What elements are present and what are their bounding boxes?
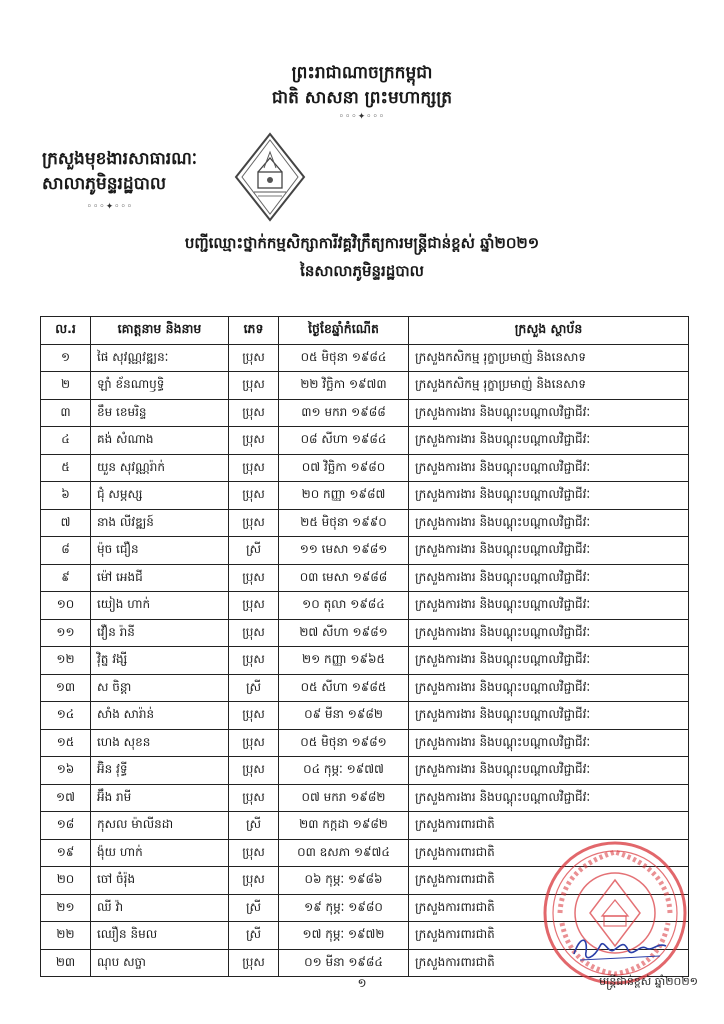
trainee-birthdate: ២៧ សីហា ១៩៨១ xyxy=(279,619,409,647)
trainee-name: ចៅ ចំរ៉ុង xyxy=(91,867,229,895)
table-row xyxy=(41,454,689,482)
table-row xyxy=(41,372,689,400)
trainee-name: វឿន រ៉ានី xyxy=(91,619,229,647)
trainee-birthdate: ២០ កញ្ញា ១៩៨៧ xyxy=(279,482,409,510)
trainee-name: ជុំ សម្ភស្ស xyxy=(91,482,229,510)
trainee-sex: ប្រុស xyxy=(229,564,279,592)
trainee-birthdate: ០៦ កុម្ភៈ ១៩៨៦ xyxy=(279,867,409,895)
row-number: ១៣ xyxy=(41,674,91,702)
row-number: ១៧ xyxy=(41,784,91,812)
trainee-ministry: ក្រសួងការពារជាតិ xyxy=(409,922,689,950)
row-number: ២ xyxy=(41,372,91,400)
trainee-name: ណុប សច្ចា xyxy=(91,949,229,977)
trainee-ministry: ក្រសួងការងារ និងបណ្តុះបណ្តាលវិជ្ជាជីវៈ xyxy=(409,784,689,812)
header-birthdate: ថ្ងៃខែឆ្នាំកំណើត xyxy=(279,317,409,345)
school-emblem-icon xyxy=(234,132,306,222)
trainee-ministry: ក្រសួងការពារជាតិ xyxy=(409,839,689,867)
trainee-birthdate: ១០ តុលា ១៩៨៤ xyxy=(279,592,409,620)
trainee-ministry: ក្រសួងការងារ និងបណ្តុះបណ្តាលវិជ្ជាជីវៈ xyxy=(409,647,689,675)
trainee-ministry: ក្រសួងការងារ និងបណ្តុះបណ្តាលវិជ្ជាជីវៈ xyxy=(409,482,689,510)
trainee-ministry: ក្រសួងការងារ និងបណ្តុះបណ្តាលវិជ្ជាជីវៈ xyxy=(409,454,689,482)
trainee-name: គង់ សំណាង xyxy=(91,427,229,455)
trainee-birthdate: ១៧ កុម្ភៈ ១៩៧២ xyxy=(279,922,409,950)
trainee-ministry: ក្រសួងការងារ និងបណ្តុះបណ្តាលវិជ្ជាជីវៈ xyxy=(409,537,689,565)
header-name: គោត្តនាម និងនាម xyxy=(91,317,229,345)
table-row xyxy=(41,509,689,537)
trainee-name: ឈឿន និមល xyxy=(91,922,229,950)
table-row xyxy=(41,592,689,620)
trainee-sex: ប្រុស xyxy=(229,619,279,647)
trainee-name: យួន សុវណ្ណរ៉ាក់ xyxy=(91,454,229,482)
ornament-divider: ◦◦◦✦◦◦◦ xyxy=(338,112,386,122)
document-subtitle: នៃសាលាភូមិន្ទរដ្ឋបាល xyxy=(300,262,424,280)
ornament-divider-left: ◦◦◦✦◦◦◦ xyxy=(86,202,134,212)
trainee-ministry: ក្រសួងការងារ និងបណ្តុះបណ្តាលវិជ្ជាជីវៈ xyxy=(409,399,689,427)
trainee-sex: ប្រុស xyxy=(229,454,279,482)
trainee-birthdate: ០៣ ឧសភា ១៩៧៤ xyxy=(279,839,409,867)
trainee-ministry: ក្រសួងការពារជាតិ xyxy=(409,867,689,895)
trainee-sex: ប្រុស xyxy=(229,344,279,372)
row-number: ១៥ xyxy=(41,729,91,757)
table-row xyxy=(41,674,689,702)
row-number: ៥ xyxy=(41,454,91,482)
trainee-birthdate: ០៣ មេសា ១៩៨៨ xyxy=(279,564,409,592)
trainee-birthdate: ០៤ កុម្ភៈ ១៩៧៧ xyxy=(279,757,409,785)
trainee-birthdate: ០៧ វិច្ឆិកា ១៩៨០ xyxy=(279,454,409,482)
trainee-ministry: ក្រសួងការងារ និងបណ្តុះបណ្តាលវិជ្ជាជីវៈ xyxy=(409,729,689,757)
trainee-sex: ស្រី xyxy=(229,674,279,702)
trainee-name: នាង លីវឌ្ឍន៍ xyxy=(91,509,229,537)
trainee-ministry: ក្រសួងការងារ និងបណ្តុះបណ្តាលវិជ្ជាជីវៈ xyxy=(409,674,689,702)
row-number: ១៨ xyxy=(41,812,91,840)
trainee-sex: ប្រុស xyxy=(229,399,279,427)
trainee-name: ហេង សុខន xyxy=(91,729,229,757)
trainee-sex: ប្រុស xyxy=(229,509,279,537)
trainee-sex: ប្រុស xyxy=(229,949,279,977)
trainee-sex: ប្រុស xyxy=(229,592,279,620)
table-row xyxy=(41,427,689,455)
trainee-ministry: ក្រសួងការងារ និងបណ្តុះបណ្តាលវិជ្ជាជីវៈ xyxy=(409,757,689,785)
trainee-ministry: ក្រសួងការងារ និងបណ្តុះបណ្តាលវិជ្ជាជីវៈ xyxy=(409,509,689,537)
row-number: ២០ xyxy=(41,867,91,895)
trainee-ministry: ក្រសួងការពារជាតិ xyxy=(409,894,689,922)
row-number: ៩ xyxy=(41,564,91,592)
trainee-name: យៀង ហាក់ xyxy=(91,592,229,620)
trainee-name: វ៉ិត្ន វង្សី xyxy=(91,647,229,675)
trainee-birthdate: ២២ វិច្ឆិកា ១៩៧៣ xyxy=(279,372,409,400)
trainee-name: ម៉ុច ជឿន xyxy=(91,537,229,565)
table-row xyxy=(41,564,689,592)
table-row xyxy=(41,757,689,785)
row-number: ៦ xyxy=(41,482,91,510)
row-number: ១៤ xyxy=(41,702,91,730)
trainee-sex: ប្រុស xyxy=(229,839,279,867)
trainee-ministry: ក្រសួងការពារជាតិ xyxy=(409,812,689,840)
document-title: បញ្ជីឈ្មោះថ្នាក់កម្មសិក្សាការីវគ្គវិក្រឹត្យការមន្ត្រីជាន់ខ្ពស់ ឆ្នាំ២០២១ xyxy=(184,234,540,252)
row-number: ១៦ xyxy=(41,757,91,785)
header-ministry: ក្រសួង ស្ថាប័ន xyxy=(409,317,689,345)
row-number: ៨ xyxy=(41,537,91,565)
kingdom-title: ព្រះរាជាណាចក្រកម្ពុជា xyxy=(291,63,433,83)
trainee-birthdate: ០៥ មិថុនា ១៩៨១ xyxy=(279,729,409,757)
trainee-name: ផៃ សុវណ្ណវឌ្ឍនៈ xyxy=(91,344,229,372)
trainee-birthdate: ៣១ មករា ១៩៨៨ xyxy=(279,399,409,427)
row-number: ៧ xyxy=(41,509,91,537)
trainee-name: ឡាំ ខ័នណាឫទ្ធិ xyxy=(91,372,229,400)
trainee-birthdate: ០៧ មករា ១៩៨២ xyxy=(279,784,409,812)
page-number: ១ xyxy=(357,976,367,990)
trainee-ministry: ក្រសួងកសិកម្ម រុក្ខាប្រមាញ់ និងនេសាទ xyxy=(409,344,689,372)
table-row xyxy=(41,537,689,565)
trainee-birthdate: ០៩ មីនា ១៩៨២ xyxy=(279,702,409,730)
table-row xyxy=(41,399,689,427)
table-row xyxy=(41,812,689,840)
trainee-birthdate: ១១ មេសា ១៩៨១ xyxy=(279,537,409,565)
row-number: ២២ xyxy=(41,922,91,950)
ministry-name: ក្រសួងមុខងារសាធារណៈ xyxy=(42,149,198,169)
row-number: ២៣ xyxy=(41,949,91,977)
trainee-birthdate: ០៥ មិថុនា ១៩៨៤ xyxy=(279,344,409,372)
trainee-ministry: ក្រសួងការងារ និងបណ្តុះបណ្តាលវិជ្ជាជីវៈ xyxy=(409,427,689,455)
table-row xyxy=(41,702,689,730)
table-row xyxy=(41,482,689,510)
trainee-name: អ៊ឹង រាមី xyxy=(91,784,229,812)
header-number: ល.រ xyxy=(41,317,91,345)
signature-icon xyxy=(570,928,670,968)
row-number: ១ xyxy=(41,344,91,372)
row-number: ១០ xyxy=(41,592,91,620)
trainee-sex: ស្រី xyxy=(229,894,279,922)
trainee-birthdate: ០៥ សីហា ១៩៨៥ xyxy=(279,674,409,702)
school-name: សាលាភូមិន្ទរដ្ឋបាល xyxy=(42,174,167,194)
national-motto: ជាតិ សាសនា ព្រះមហាក្សត្រ xyxy=(271,88,453,108)
trainee-sex: ប្រុស xyxy=(229,372,279,400)
trainee-sex: ស្រី xyxy=(229,537,279,565)
trainee-sex: ស្រី xyxy=(229,812,279,840)
trainee-sex: ប្រុស xyxy=(229,482,279,510)
trainee-name: សាំង សារ៉ាន់ xyxy=(91,702,229,730)
trainee-birthdate: ២៥ មិថុនា ១៩៩០ xyxy=(279,509,409,537)
trainee-sex: ប្រុស xyxy=(229,702,279,730)
row-number: ១២ xyxy=(41,647,91,675)
trainee-ministry: ក្រសួងកសិកម្ម រុក្ខាប្រមាញ់ និងនេសាទ xyxy=(409,372,689,400)
trainee-sex: ស្រី xyxy=(229,922,279,950)
trainee-ministry: ក្រសួងការងារ និងបណ្តុះបណ្តាលវិជ្ជាជីវៈ xyxy=(409,619,689,647)
trainee-name: អ៊ិន វុទ្ធី xyxy=(91,757,229,785)
table-row xyxy=(41,619,689,647)
table-row xyxy=(41,647,689,675)
trainee-sex: ប្រុស xyxy=(229,647,279,675)
trainee-birthdate: ០៨ សីហា ១៩៨៤ xyxy=(279,427,409,455)
table-row xyxy=(41,729,689,757)
trainee-name: ស ចិន្តា xyxy=(91,674,229,702)
table-row xyxy=(41,344,689,372)
row-number: ១៩ xyxy=(41,839,91,867)
trainee-name: ឈី វ៉ា xyxy=(91,894,229,922)
trainee-ministry: ក្រសួងការពារជាតិ xyxy=(409,949,689,977)
trainee-ministry: ក្រសួងការងារ និងបណ្តុះបណ្តាលវិជ្ជាជីវៈ xyxy=(409,702,689,730)
trainee-sex: ប្រុស xyxy=(229,729,279,757)
header-sex: ភេទ xyxy=(229,317,279,345)
table-row xyxy=(41,784,689,812)
trainee-birthdate: ០១ មីនា ១៩៨៤ xyxy=(279,949,409,977)
trainee-sex: ប្រុស xyxy=(229,784,279,812)
trainee-name: ម៉ៅ អេងជី xyxy=(91,564,229,592)
trainee-name: ខឹម ខេមរិន្ទ xyxy=(91,399,229,427)
trainee-sex: ប្រុស xyxy=(229,427,279,455)
trainee-sex: ប្រុស xyxy=(229,757,279,785)
trainee-sex: ប្រុស xyxy=(229,867,279,895)
trainee-birthdate: ២១ កញ្ញា ១៩៦៥ xyxy=(279,647,409,675)
footer-note: មន្ត្រីជាន់ខ្ពស់ ឆ្នាំ២០២១ xyxy=(599,975,698,988)
trainee-name: កុសល ម៉ាលីនដា xyxy=(91,812,229,840)
row-number: ២១ xyxy=(41,894,91,922)
trainee-birthdate: ២៣ កក្កដា ១៩៨២ xyxy=(279,812,409,840)
row-number: ៣ xyxy=(41,399,91,427)
table-header-row xyxy=(41,317,689,345)
trainee-ministry: ក្រសួងការងារ និងបណ្តុះបណ្តាលវិជ្ជាជីវៈ xyxy=(409,592,689,620)
trainee-name: ង៉ុយ ហាក់ xyxy=(91,839,229,867)
trainee-ministry: ក្រសួងការងារ និងបណ្តុះបណ្តាលវិជ្ជាជីវៈ xyxy=(409,564,689,592)
trainee-birthdate: ១៩ កុម្ភៈ ១៩៨០ xyxy=(279,894,409,922)
row-number: ១១ xyxy=(41,619,91,647)
row-number: ៤ xyxy=(41,427,91,455)
